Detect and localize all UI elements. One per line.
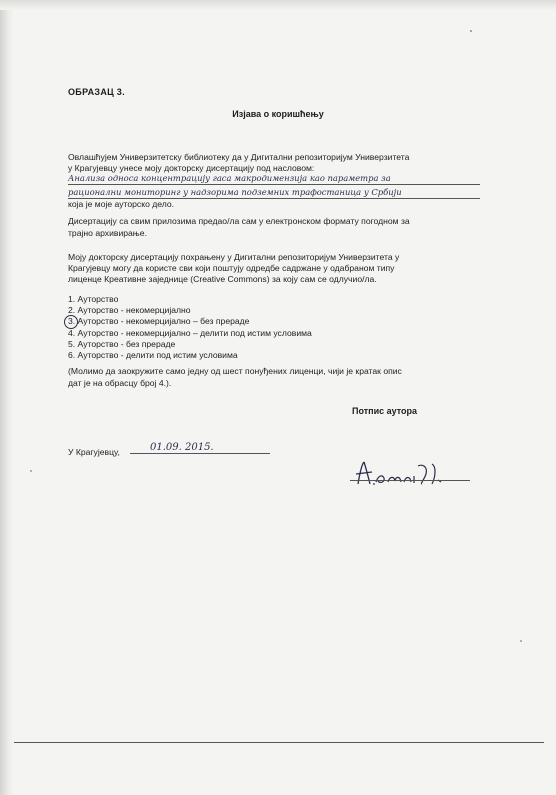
document-title: Изјава о коришћењу — [232, 109, 324, 119]
publication-line-2: Крагујевцу могу да користе сви који поштују одредбе садржане у одабраном типу — [68, 263, 395, 273]
license-option-4[interactable]: 4. Ауторство - некомерцијално – делити под истим условима — [68, 327, 312, 338]
authorization-line-3: која је моје ауторско дело. — [68, 199, 175, 209]
license-option-1[interactable]: 1. Ауторство — [68, 294, 119, 304]
place-label: У Крагујевцу, — [68, 447, 120, 457]
signature-label: Потпис аутора — [352, 406, 418, 416]
scan-shadow-top — [0, 0, 556, 10]
publication-line-1: Моју докторску дисертацију похрањену у Дигитални репозиторијум Универзитета у — [68, 252, 400, 262]
note-line-2: дат је на обрасцу број 4.). — [68, 378, 172, 388]
scan-shadow-left — [0, 0, 14, 795]
signature-underline — [350, 480, 470, 481]
submission-line-2: трајно архивирање. — [68, 228, 147, 238]
license-option-3[interactable]: 3. Ауторство - некомерцијално – без прераде — [68, 316, 250, 327]
scan-speck — [30, 470, 32, 472]
license-option-5[interactable]: 5. Ауторство - без прераде — [68, 338, 176, 349]
handwritten-date: 01.09. 2015. — [130, 441, 270, 454]
license-option-6[interactable]: 6. Ауторство - делити под истим условима — [68, 350, 238, 361]
note-line-1: (Молимо да заокружите само једну од шест понуђених лиценци, чији је кратак опис — [68, 366, 402, 376]
authorization-line-2: у Крагујевцу унесе моју докторску дисертацију под насловом: — [68, 163, 315, 173]
handwritten-title-line-1: Анализа односа концентрацију гаса макродимензија као параметра за — [68, 172, 480, 185]
form-number: ОБРАЗАЦ 3. — [68, 87, 125, 97]
author-signature-image — [352, 454, 470, 494]
license-option-2[interactable]: 2. Ауторство - некомерцијално — [68, 305, 191, 316]
license-options-list — [68, 294, 312, 361]
handwritten-title-line-2: рационални мониторинг у надзорима подземних трафостаница у Србији — [68, 186, 480, 199]
publication-line-3: лиценце Креативне заједнице (Creative Commons) за коју сам се одлучио/ла. — [68, 274, 377, 284]
submission-line-1: Дисертацију са свим прилозима предао/ла сам у електронском формату погодном за — [68, 216, 410, 226]
scan-speck — [520, 640, 522, 642]
authorization-line-1: Овлашћујем Универзитетску библиотеку да у Дигитални репозиторијум Универзитета — [68, 152, 410, 162]
selected-license-circle-mark — [64, 315, 78, 329]
scan-speck — [470, 30, 472, 32]
scan-bottom-rule — [14, 742, 544, 743]
